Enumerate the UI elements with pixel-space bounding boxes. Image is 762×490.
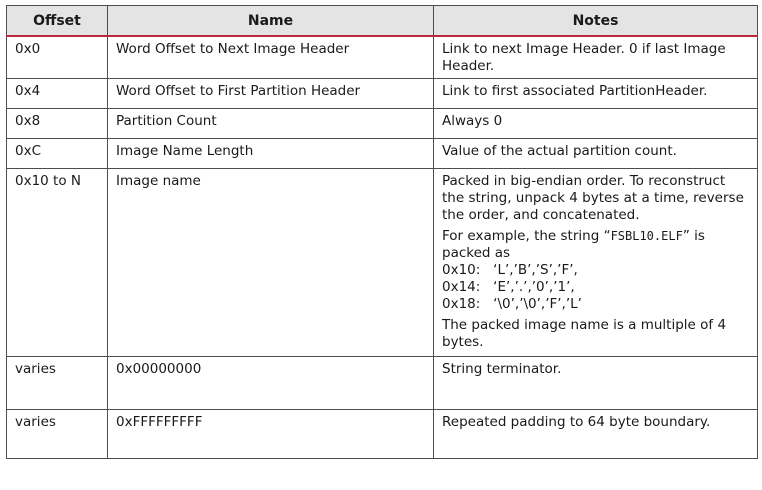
header-name: Name	[108, 6, 434, 37]
offset-cell: varies	[7, 410, 108, 459]
packed-line: 0x18: ‘\0’,’\0’,’F’,’L’	[442, 296, 582, 312]
table-row	[7, 109, 758, 139]
notes-cell: Link to first associated PartitionHeader.	[434, 79, 758, 109]
notes-line: the order, and concatenated.	[442, 207, 640, 223]
table-row	[7, 79, 758, 109]
header-notes: Notes	[434, 6, 758, 37]
name-cell: Word Offset to First Partition Header	[108, 79, 434, 109]
notes-cell: Always 0	[434, 109, 758, 139]
packed-line: 0x10: ‘L’,’B’,’S’,’F’,	[442, 262, 578, 278]
table-row	[7, 357, 758, 410]
example-line	[442, 228, 750, 245]
offset-cell: 0x8	[7, 109, 108, 139]
offset-cell: varies	[7, 357, 108, 410]
notes-cell: String terminator.	[434, 357, 758, 410]
header-offset: Offset	[7, 6, 108, 37]
notes-line: Link to next Image Header. 0 if last Image	[442, 41, 726, 57]
notes-line: Packed in big-endian order. To reconstruct	[442, 173, 726, 189]
notes-line: packed as	[442, 245, 511, 261]
name-cell: Word Offset to Next Image Header	[108, 36, 434, 79]
notes-line: Header.	[442, 58, 495, 74]
notes-cell	[434, 169, 758, 357]
offset-cell: 0xC	[7, 139, 108, 169]
header-row	[7, 6, 758, 37]
notes-cell: Repeated padding to 64 byte boundary.	[434, 410, 758, 459]
name-cell: 0x00000000	[108, 357, 434, 410]
notes-line: The packed image name is a multiple of 4	[442, 317, 727, 333]
table-row	[7, 139, 758, 169]
name-cell: Image name	[108, 169, 434, 357]
table-row	[7, 410, 758, 459]
example-code: FSBL10.ELF	[610, 229, 683, 243]
notes-line: the string, unpack 4 bytes at a time, reverse	[442, 190, 744, 206]
notes-cell: Value of the actual partition count.	[434, 139, 758, 169]
packed-line: 0x14: ‘E’,’.’,’0’,’1’,	[442, 279, 575, 295]
example-prefix: For example, the string “	[442, 228, 611, 244]
name-cell: Partition Count	[108, 109, 434, 139]
image-header-table	[6, 5, 758, 459]
offset-cell: 0x0	[7, 36, 108, 79]
name-cell: 0xFFFFFFFFF	[108, 410, 434, 459]
offset-cell: 0x4	[7, 79, 108, 109]
notes-cell	[434, 36, 758, 79]
table-row	[7, 169, 758, 357]
notes-line: bytes.	[442, 334, 484, 350]
table-row	[7, 36, 758, 79]
offset-cell: 0x10 to N	[7, 169, 108, 357]
example-suffix: ” is	[682, 228, 705, 244]
name-cell: Image Name Length	[108, 139, 434, 169]
